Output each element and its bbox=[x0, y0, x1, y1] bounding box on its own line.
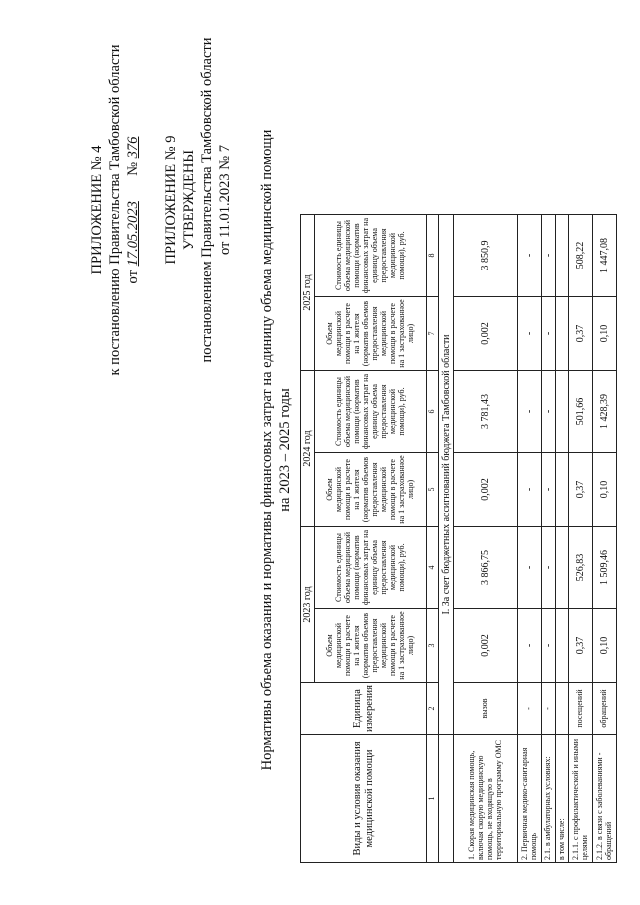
row-cost-2024: - bbox=[518, 371, 542, 453]
row-volume-2024: 0,37 bbox=[569, 453, 593, 527]
table-row bbox=[518, 215, 542, 863]
approval-line1: постановлением Правительства Тамбовской области bbox=[199, 37, 216, 363]
section-row bbox=[439, 215, 454, 863]
row-name: в том числе: bbox=[556, 735, 569, 863]
col-number: 6 bbox=[427, 371, 439, 453]
row-volume-2025: 0,002 bbox=[454, 297, 518, 371]
row-volume-2023: 0,002 bbox=[454, 609, 518, 683]
approval-line2: от 11.01.2023 № 7 bbox=[217, 144, 234, 256]
row-cost-2024: 501,66 bbox=[569, 371, 593, 453]
table-row bbox=[569, 215, 593, 863]
row-cost-2023: - bbox=[518, 527, 542, 609]
header-year-2023: 2023 год bbox=[301, 527, 315, 683]
approval-title: ПРИЛОЖЕНИЕ № 9 bbox=[163, 135, 179, 265]
date-prefix: от bbox=[125, 270, 142, 284]
appendix-date: 17.05.2023 bbox=[125, 201, 142, 267]
col-number: 4 bbox=[427, 527, 439, 609]
row-unit: вызов bbox=[454, 683, 518, 735]
appendix-number: 376 bbox=[125, 136, 142, 159]
header-year-2025: 2025 год bbox=[301, 215, 315, 371]
row-volume-2024: 0,002 bbox=[454, 453, 518, 527]
header-cost-2023: Стоимость единицы объема медицинской помощи (норматив финансовых затрат на единицу объема предоставления медицинской помощи), руб. bbox=[315, 527, 427, 609]
table-row bbox=[454, 215, 518, 863]
row-unit: - bbox=[518, 683, 542, 735]
header-cost-2024: Стоимость единицы объема медицинской помощи (норматив финансовых затрат на единицу объема предоставления медицинской помощи), руб. bbox=[315, 371, 427, 453]
row-unit: - bbox=[542, 683, 556, 735]
row-cost-2025: - bbox=[518, 215, 542, 297]
col-number: 3 bbox=[427, 609, 439, 683]
header-cost-2025: Стоимость единицы объема медицинской помощи (норматив финансовых затрат на единицу объема предоставления медицинской помощи), руб. bbox=[315, 215, 427, 297]
approval-approved: УТВЕРЖДЕНЫ bbox=[181, 149, 198, 251]
row-unit: посещений bbox=[569, 683, 593, 735]
header-year-2024: 2024 год bbox=[301, 371, 315, 527]
row-cost-2024: 1 428,39 bbox=[593, 371, 617, 453]
row-volume-2023 bbox=[556, 609, 569, 683]
document-title bbox=[258, 100, 294, 800]
table-row bbox=[542, 215, 556, 863]
section-title: I. За счет бюджетных ассигнований бюджета Тамбовской области bbox=[439, 215, 454, 735]
header-volume-2024: Объем медицинской помощи в расчете на 1 жителя (норматив объемов предоставления медицинской помощи в расчете на 1 застрахованное лицо) bbox=[315, 453, 427, 527]
appendix-line: к постановлению Правительства Тамбовской области bbox=[107, 44, 124, 376]
row-name: 1. Скорая медицинская помощь, включая скорую медицинскую помощь, не входящую в территориальную программу ОМС bbox=[454, 735, 518, 863]
table-row bbox=[556, 215, 569, 863]
row-name: 2.1.1. с профилактической и иными целями bbox=[569, 735, 593, 863]
norms-table bbox=[300, 214, 617, 863]
row-name: 2. Первичная медико-санитарная помощь bbox=[518, 735, 542, 863]
row-volume-2024: 0,10 bbox=[593, 453, 617, 527]
number-prefix: № bbox=[125, 161, 142, 176]
column-number-row bbox=[427, 215, 439, 863]
col-number: 5 bbox=[427, 453, 439, 527]
appendix-title: ПРИЛОЖЕНИЕ № 4 bbox=[89, 145, 105, 275]
row-cost-2025 bbox=[556, 215, 569, 297]
row-cost-2023: 3 866,75 bbox=[454, 527, 518, 609]
row-cost-2024: - bbox=[542, 371, 556, 453]
row-cost-2023: 526,83 bbox=[569, 527, 593, 609]
row-cost-2023: - bbox=[542, 527, 556, 609]
document-title-line1: Нормативы объема оказания и нормативы финансовых затрат на единицу объема медицинской помощи bbox=[259, 129, 275, 771]
row-volume-2023: - bbox=[518, 609, 542, 683]
row-volume-2025 bbox=[556, 297, 569, 371]
header-volume-2025: Объем медицинской помощи в расчете на 1 жителя (норматив объемов предоставления медицинской помощи в расчете на 1 застрахованное лицо) bbox=[315, 297, 427, 371]
row-volume-2023: - bbox=[542, 609, 556, 683]
row-cost-2025: - bbox=[542, 215, 556, 297]
row-volume-2023: 0,10 bbox=[593, 609, 617, 683]
row-volume-2023: 0,37 bbox=[569, 609, 593, 683]
header-volume-2023: Объем медицинской помощи в расчете на 1 жителя (норматив объемов предоставления медицинской помощи в расчете на 1 застрахованное лицо) bbox=[315, 609, 427, 683]
row-unit bbox=[556, 683, 569, 735]
col-number: 8 bbox=[427, 215, 439, 297]
header-unit: Единица измерения bbox=[301, 683, 427, 735]
section-empty bbox=[439, 735, 454, 863]
row-volume-2024: - bbox=[542, 453, 556, 527]
row-cost-2024: 3 781,43 bbox=[454, 371, 518, 453]
row-cost-2024 bbox=[556, 371, 569, 453]
row-name: 2.1. в амбулаторных условиях: bbox=[542, 735, 556, 863]
row-volume-2025: 0,37 bbox=[569, 297, 593, 371]
row-volume-2024 bbox=[556, 453, 569, 527]
appendix-block bbox=[88, 40, 142, 380]
header-kind: Виды и условия оказания медицинской помощи bbox=[301, 735, 427, 863]
row-volume-2025: - bbox=[518, 297, 542, 371]
row-unit: обращений bbox=[593, 683, 617, 735]
row-cost-2025: 1 447,08 bbox=[593, 215, 617, 297]
row-cost-2023 bbox=[556, 527, 569, 609]
approval-block bbox=[162, 35, 235, 365]
row-cost-2025: 3 850,9 bbox=[454, 215, 518, 297]
row-volume-2025: - bbox=[542, 297, 556, 371]
row-cost-2025: 508,22 bbox=[569, 215, 593, 297]
row-volume-2025: 0,10 bbox=[593, 297, 617, 371]
document-title-line2: на 2023 – 2025 годы bbox=[277, 388, 294, 512]
row-cost-2023: 1 509,46 bbox=[593, 527, 617, 609]
row-volume-2024: - bbox=[518, 453, 542, 527]
header-year-row bbox=[301, 215, 315, 863]
col-number: 2 bbox=[427, 683, 439, 735]
appendix-date-line bbox=[124, 40, 142, 380]
col-number: 7 bbox=[427, 297, 439, 371]
table-row bbox=[593, 215, 617, 863]
col-number: 1 bbox=[427, 735, 439, 863]
row-name: 2.1.2. в связи с заболеваниями - обращений bbox=[593, 735, 617, 863]
